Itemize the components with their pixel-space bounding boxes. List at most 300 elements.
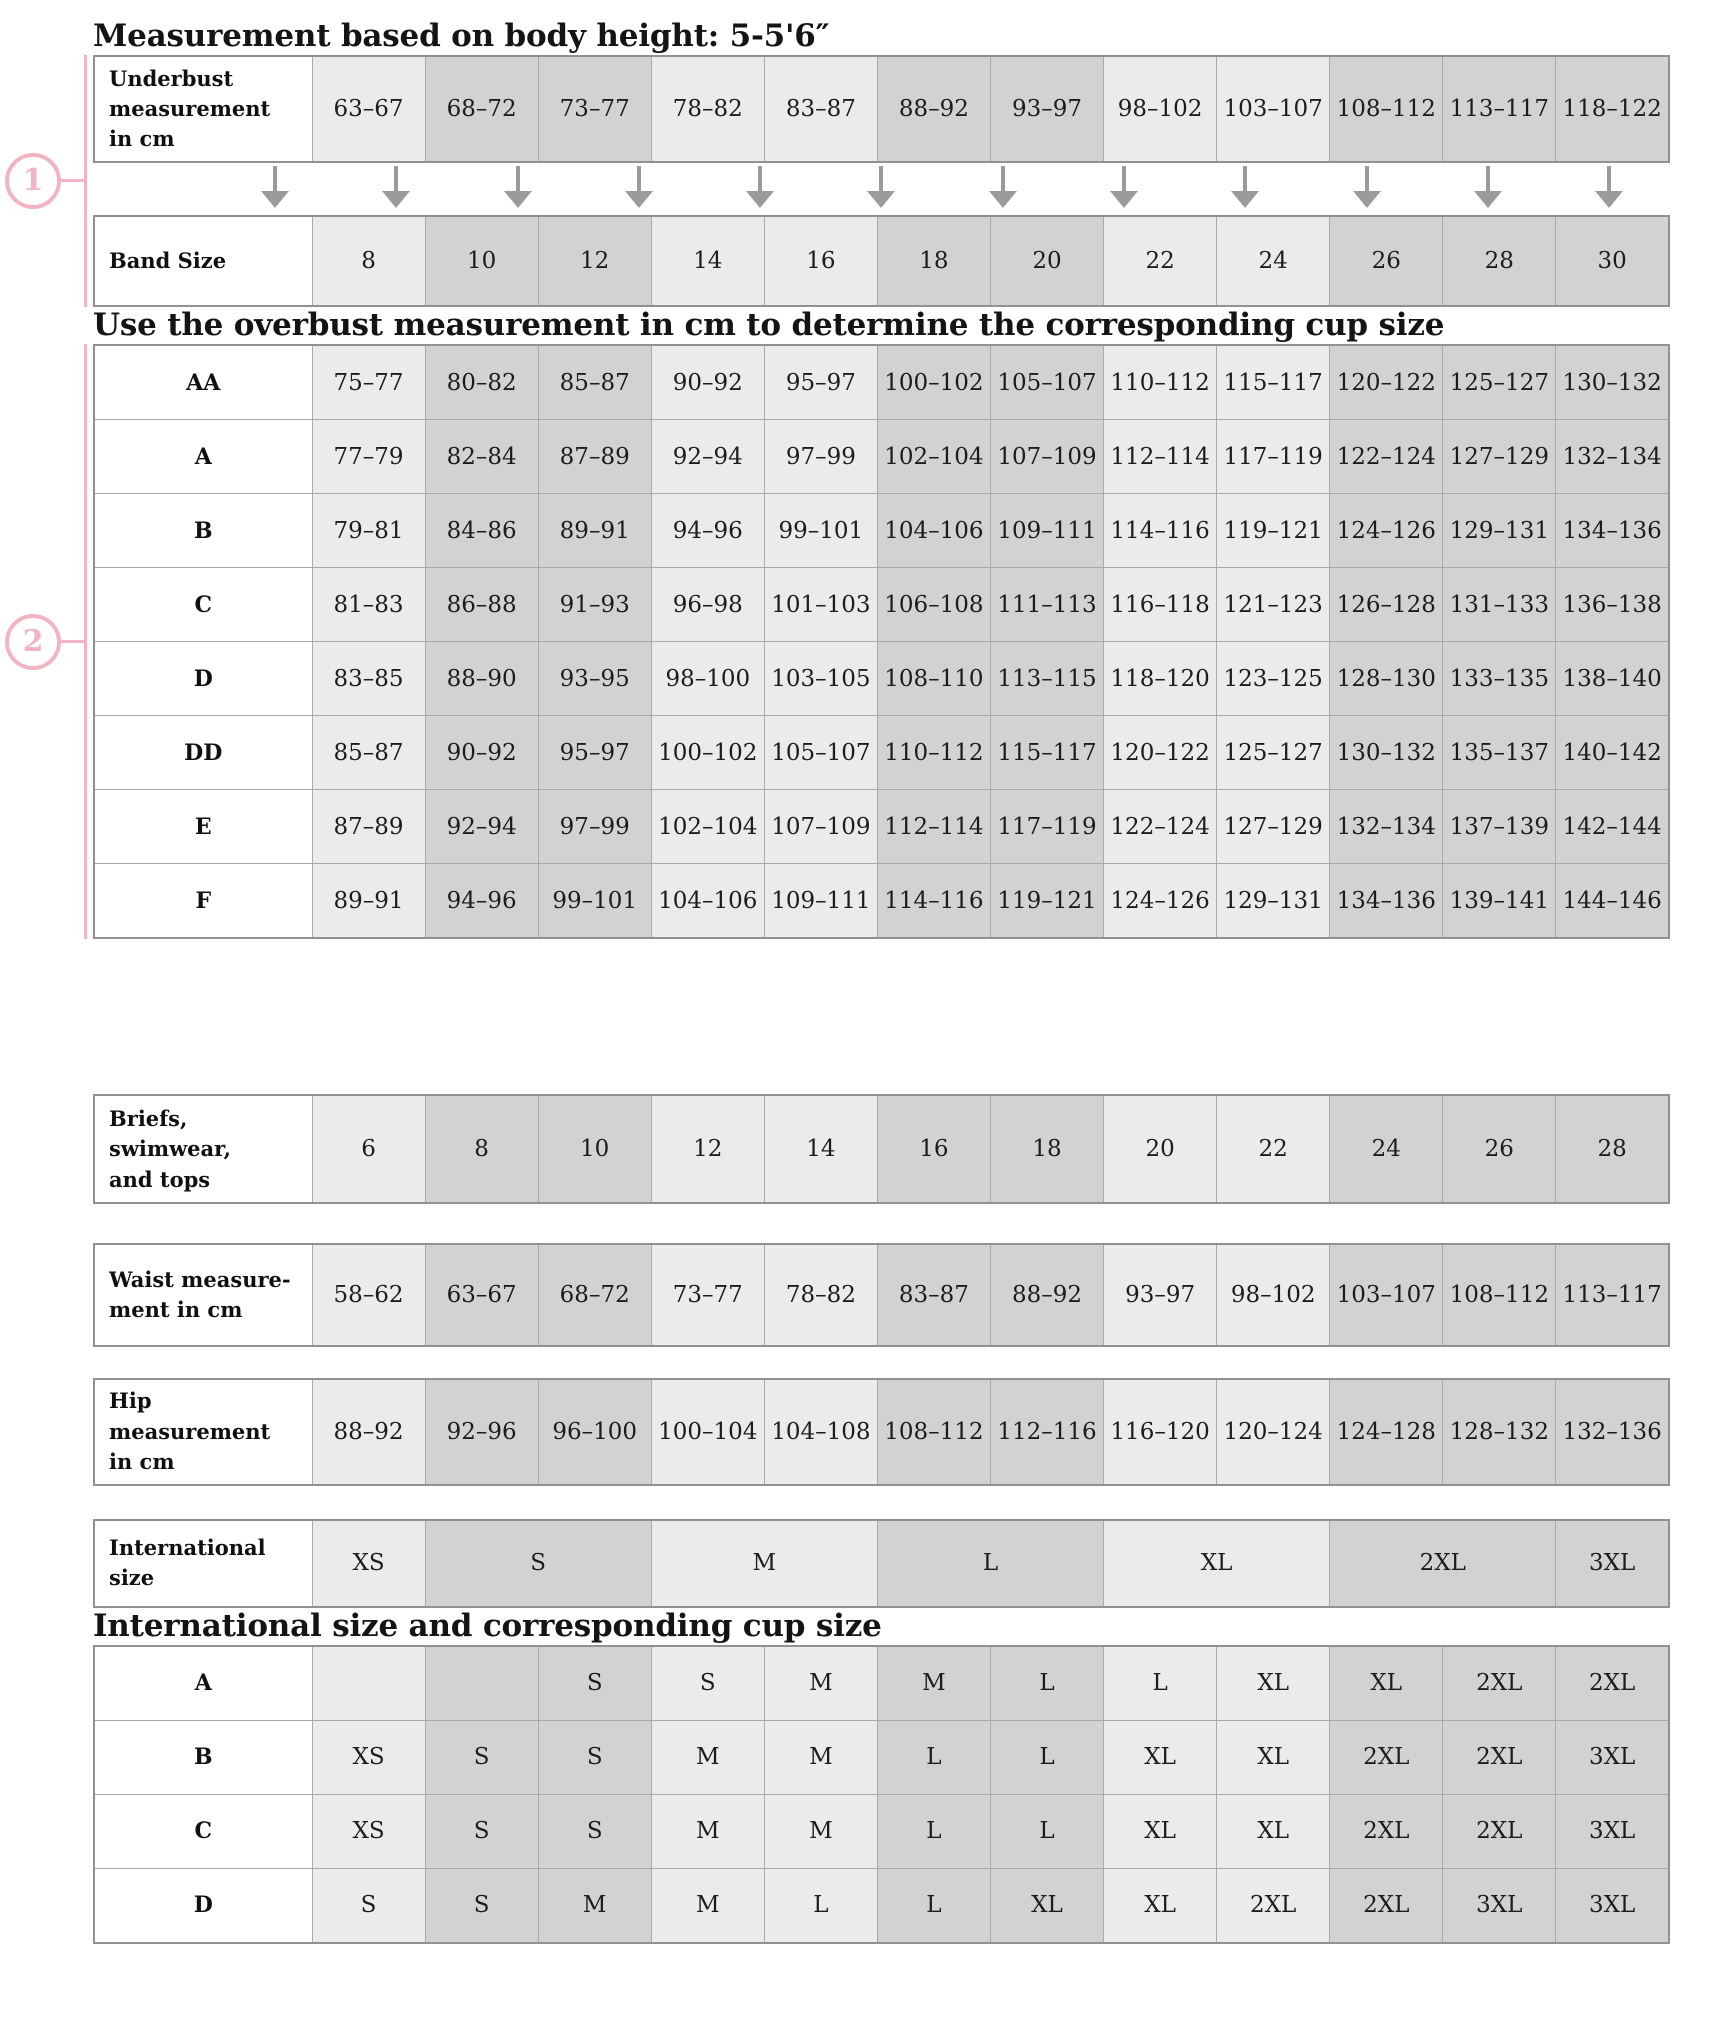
overbust-range-cell: 89–91 xyxy=(312,864,425,939)
underbust-range-cell: 88–92 xyxy=(877,56,990,162)
arrow-spacer-cell xyxy=(93,163,214,215)
overbust-range-cell: 125–127 xyxy=(1217,716,1330,790)
overbust-range-cell: 112–114 xyxy=(1104,420,1217,494)
waist-section xyxy=(93,1243,1670,1347)
step-2-bracket-tick xyxy=(60,640,85,643)
table-row xyxy=(94,642,1669,716)
hip-range-cell: 116–120 xyxy=(1104,1379,1217,1484)
cup-international-size-cell: M xyxy=(764,1794,877,1868)
hip-range-cell: 132–136 xyxy=(1556,1379,1669,1484)
cup-international-size-cell: 3XL xyxy=(1443,1868,1556,1943)
step-1-number: 1 xyxy=(22,163,44,199)
overbust-range-cell: 131–133 xyxy=(1443,568,1556,642)
arrow-head xyxy=(1595,191,1623,208)
overbust-range-cell: 137–139 xyxy=(1443,790,1556,864)
table-row xyxy=(94,494,1669,568)
cup-international-size-cell: L xyxy=(990,1794,1103,1868)
arrow-stem xyxy=(1365,166,1369,191)
arrow-head xyxy=(989,191,1017,208)
arrow-stem xyxy=(1607,166,1611,191)
row-label-cell: C xyxy=(94,568,312,642)
table-label-cell xyxy=(94,1520,312,1607)
table-row xyxy=(94,864,1669,939)
table-label-line: Band Size xyxy=(109,247,227,273)
cup-international-size-cell: S xyxy=(312,1868,425,1943)
overbust-range-cell: 106–108 xyxy=(877,568,990,642)
international-size-cell: XS xyxy=(312,1520,425,1607)
arrow-cell xyxy=(1185,163,1306,215)
table-label-line: ment in cm xyxy=(109,1297,243,1323)
cup-international-size-cell: S xyxy=(425,1720,538,1794)
arrow-cell xyxy=(578,163,699,215)
overbust-range-cell: 134–136 xyxy=(1330,864,1443,939)
waist-range-cell: 93–97 xyxy=(1104,1244,1217,1346)
row-label-cell: B xyxy=(94,494,312,568)
cup-international-size-cell: 2XL xyxy=(1330,1868,1443,1943)
briefs-size-cell: 8 xyxy=(425,1095,538,1203)
overbust-range-cell: 98–100 xyxy=(651,642,764,716)
table-row xyxy=(94,1520,1669,1607)
briefs-size-cell: 24 xyxy=(1330,1095,1443,1203)
band-size-cell: 26 xyxy=(1330,216,1443,306)
step-2-number: 2 xyxy=(22,623,44,659)
arrow-cell xyxy=(1549,163,1670,215)
briefs-size-cell: 10 xyxy=(538,1095,651,1203)
arrow-stem xyxy=(516,166,520,191)
overbust-range-cell: 109–111 xyxy=(990,494,1103,568)
cup-international-size-cell xyxy=(425,1646,538,1721)
overbust-range-cell: 140–142 xyxy=(1556,716,1669,790)
underbust-range-cell: 63–67 xyxy=(312,56,425,162)
table-row xyxy=(94,1095,1669,1203)
waist-range-cell: 73–77 xyxy=(651,1244,764,1346)
arrow-row xyxy=(93,163,1670,215)
waist-range-cell: 103–107 xyxy=(1330,1244,1443,1346)
overbust-range-cell: 117–119 xyxy=(1217,420,1330,494)
table-label-cell xyxy=(94,1095,312,1203)
overbust-range-cell: 122–124 xyxy=(1104,790,1217,864)
band-size-cell: 10 xyxy=(425,216,538,306)
overbust-range-cell: 80–82 xyxy=(425,345,538,420)
band-size-cell: 22 xyxy=(1104,216,1217,306)
step-2-badge xyxy=(5,614,61,670)
cup-international-size-cell: M xyxy=(764,1720,877,1794)
hip-range-cell: 128–132 xyxy=(1443,1379,1556,1484)
briefs-size-cell: 16 xyxy=(877,1095,990,1203)
waist-range-cell: 98–102 xyxy=(1217,1244,1330,1346)
cup-international-size-cell: 2XL xyxy=(1330,1720,1443,1794)
cup-international-size-cell: 2XL xyxy=(1443,1794,1556,1868)
cup-international-size-cell: 3XL xyxy=(1556,1794,1669,1868)
arrow-cell xyxy=(457,163,578,215)
international-size-cell: L xyxy=(877,1520,1103,1607)
overbust-range-cell: 120–122 xyxy=(1330,345,1443,420)
overbust-range-cell: 109–111 xyxy=(764,864,877,939)
page-bottom-padding xyxy=(93,1944,1670,1991)
overbust-range-cell: 139–141 xyxy=(1443,864,1556,939)
underbust-range-cell: 78–82 xyxy=(651,56,764,162)
cup-international-size-cell: 3XL xyxy=(1556,1720,1669,1794)
overbust-range-cell: 115–117 xyxy=(990,716,1103,790)
down-arrow-icon xyxy=(1353,166,1381,208)
overbust-range-cell: 132–134 xyxy=(1556,420,1669,494)
cup-international-size-cell: XL xyxy=(1330,1646,1443,1721)
waist-range-cell: 63–67 xyxy=(425,1244,538,1346)
waist-range-cell: 113–117 xyxy=(1556,1244,1669,1346)
table-label-cell xyxy=(94,216,312,306)
overbust-range-cell: 91–93 xyxy=(538,568,651,642)
table-label-line: International size xyxy=(109,1534,266,1591)
table-row xyxy=(94,568,1669,642)
down-arrow-icon xyxy=(1110,166,1138,208)
hip-range-cell: 104–108 xyxy=(764,1379,877,1484)
table-row xyxy=(94,345,1669,420)
band-size-cell: 12 xyxy=(538,216,651,306)
cup-international-size-cell: 2XL xyxy=(1556,1646,1669,1721)
arrow-head xyxy=(1110,191,1138,208)
overbust-range-cell: 90–92 xyxy=(651,345,764,420)
overbust-range-cell: 79–81 xyxy=(312,494,425,568)
down-arrow-icon xyxy=(1231,166,1259,208)
cup-international-size-cell: M xyxy=(651,1720,764,1794)
international-size-section xyxy=(93,1519,1670,1608)
cup-international-size-cell: S xyxy=(538,1646,651,1721)
band-size-cell: 14 xyxy=(651,216,764,306)
overbust-range-cell: 85–87 xyxy=(312,716,425,790)
table-label-line: Waist measure- xyxy=(109,1266,291,1292)
cup-international-size-cell: M xyxy=(877,1646,990,1721)
overbust-range-cell: 100–102 xyxy=(651,716,764,790)
arrow-cell xyxy=(1306,163,1427,215)
waist-range-cell: 78–82 xyxy=(764,1244,877,1346)
overbust-range-cell: 100–102 xyxy=(877,345,990,420)
overbust-range-cell: 103–105 xyxy=(764,642,877,716)
table-row xyxy=(94,56,1669,162)
band-size-cell: 8 xyxy=(312,216,425,306)
overbust-range-cell: 124–126 xyxy=(1330,494,1443,568)
overbust-range-cell: 96–98 xyxy=(651,568,764,642)
overbust-range-cell: 102–104 xyxy=(877,420,990,494)
table-row xyxy=(94,716,1669,790)
cup-international-size-cell: L xyxy=(764,1868,877,1943)
arrow-head xyxy=(867,191,895,208)
arrow-cell xyxy=(336,163,457,215)
arrow-stem xyxy=(879,166,883,191)
overbust-range-cell: 114–116 xyxy=(877,864,990,939)
cup-international-size-cell: S xyxy=(425,1868,538,1943)
section-gap xyxy=(93,939,1670,1094)
row-label-cell: A xyxy=(94,1646,312,1721)
row-label-cell: DD xyxy=(94,716,312,790)
arrow-cell xyxy=(699,163,820,215)
briefs-size-cell: 22 xyxy=(1217,1095,1330,1203)
cup-international-size-cell: L xyxy=(877,1794,990,1868)
table-row xyxy=(94,1244,1669,1346)
arrow-head xyxy=(1353,191,1381,208)
hip-range-cell: 88–92 xyxy=(312,1379,425,1484)
overbust-range-cell: 92–94 xyxy=(651,420,764,494)
underbust-range-cell: 73–77 xyxy=(538,56,651,162)
overbust-range-cell: 84–86 xyxy=(425,494,538,568)
arrow-cell xyxy=(1427,163,1548,215)
cup-international-size-cell: M xyxy=(538,1868,651,1943)
cup-international-size-cell: 2XL xyxy=(1443,1720,1556,1794)
down-arrow-icon xyxy=(504,166,532,208)
down-arrow-icon xyxy=(625,166,653,208)
overbust-range-cell: 97–99 xyxy=(764,420,877,494)
cup-international-size-cell: S xyxy=(538,1720,651,1794)
row-label-cell: A xyxy=(94,420,312,494)
overbust-range-cell: 94–96 xyxy=(425,864,538,939)
overbust-range-cell: 120–122 xyxy=(1104,716,1217,790)
overbust-range-cell: 121–123 xyxy=(1217,568,1330,642)
overbust-range-cell: 128–130 xyxy=(1330,642,1443,716)
table-row xyxy=(94,790,1669,864)
overbust-range-cell: 110–112 xyxy=(877,716,990,790)
cup-international-size-cell: XL xyxy=(1104,1794,1217,1868)
overbust-range-cell: 105–107 xyxy=(990,345,1103,420)
cup-international-size-cell xyxy=(312,1646,425,1721)
arrow-stem xyxy=(1001,166,1005,191)
overbust-range-cell: 112–114 xyxy=(877,790,990,864)
cup-international-size-cell: M xyxy=(764,1646,877,1721)
band-size-cell: 16 xyxy=(764,216,877,306)
overbust-range-cell: 82–84 xyxy=(425,420,538,494)
international-size-cell: S xyxy=(425,1520,651,1607)
overbust-range-cell: 102–104 xyxy=(651,790,764,864)
row-label-cell: C xyxy=(94,1794,312,1868)
underbust-table xyxy=(93,55,1670,163)
waist-range-cell: 108–112 xyxy=(1443,1244,1556,1346)
overbust-range-cell: 105–107 xyxy=(764,716,877,790)
table-label-cell xyxy=(94,1244,312,1346)
briefs-size-table xyxy=(93,1094,1670,1204)
down-arrow-icon xyxy=(989,166,1017,208)
international-size-cell: XL xyxy=(1104,1520,1330,1607)
cup-international-size-cell: 3XL xyxy=(1556,1868,1669,1943)
overbust-range-cell: 123–125 xyxy=(1217,642,1330,716)
overbust-range-cell: 97–99 xyxy=(538,790,651,864)
overbust-range-cell: 134–136 xyxy=(1556,494,1669,568)
briefs-size-cell: 28 xyxy=(1556,1095,1669,1203)
overbust-cup-table xyxy=(93,344,1670,939)
down-arrow-icon xyxy=(382,166,410,208)
overbust-range-cell: 113–115 xyxy=(990,642,1103,716)
row-label-cell: D xyxy=(94,1868,312,1943)
overbust-range-cell: 95–97 xyxy=(764,345,877,420)
overbust-range-cell: 89–91 xyxy=(538,494,651,568)
overbust-range-cell: 77–79 xyxy=(312,420,425,494)
overbust-range-cell: 86–88 xyxy=(425,568,538,642)
arrow-stem xyxy=(1486,166,1490,191)
arrow-head xyxy=(625,191,653,208)
cup-international-size-cell: S xyxy=(425,1794,538,1868)
overbust-range-cell: 92–94 xyxy=(425,790,538,864)
arrow-head xyxy=(1474,191,1502,208)
hip-range-cell: 108–112 xyxy=(877,1379,990,1484)
briefs-size-cell: 12 xyxy=(651,1095,764,1203)
waist-range-cell: 83–87 xyxy=(877,1244,990,1346)
overbust-range-cell: 114–116 xyxy=(1104,494,1217,568)
row-label-cell: B xyxy=(94,1720,312,1794)
hip-section xyxy=(93,1378,1670,1485)
cup-international-size-cell: L xyxy=(990,1720,1103,1794)
table-row xyxy=(94,420,1669,494)
arrow-row-table xyxy=(93,163,1670,215)
overbust-range-cell: 101–103 xyxy=(764,568,877,642)
overbust-range-cell: 129–131 xyxy=(1443,494,1556,568)
briefs-size-cell: 20 xyxy=(1104,1095,1217,1203)
table-label-cell xyxy=(94,56,312,162)
cup-international-size-cell: M xyxy=(651,1868,764,1943)
overbust-range-cell: 117–119 xyxy=(990,790,1103,864)
underbust-range-cell: 108–112 xyxy=(1330,56,1443,162)
arrow-head xyxy=(382,191,410,208)
table-label-line: and tops xyxy=(109,1166,211,1192)
cup-international-size-cell: XL xyxy=(990,1868,1103,1943)
arrow-cell xyxy=(214,163,335,215)
table-label-line: Hip measurement xyxy=(109,1388,271,1444)
overbust-range-cell: 87–89 xyxy=(312,790,425,864)
cup-international-size-cell: L xyxy=(877,1868,990,1943)
cup-international-size-cell: XS xyxy=(312,1794,425,1868)
international-size-cell: M xyxy=(651,1520,877,1607)
overbust-range-cell: 129–131 xyxy=(1217,864,1330,939)
cup-size-section xyxy=(22,307,1670,1094)
arrow-stem xyxy=(637,166,641,191)
overbust-range-cell: 90–92 xyxy=(425,716,538,790)
band-tables-wrap xyxy=(22,55,1670,307)
cup-international-size-cell: 2XL xyxy=(1217,1868,1330,1943)
waist-table xyxy=(93,1243,1670,1347)
step-1-bracket-tick xyxy=(60,179,85,182)
briefs-size-cell: 14 xyxy=(764,1095,877,1203)
underbust-range-cell: 118–122 xyxy=(1556,56,1669,162)
band-section-title: Measurement based on body height: 5-5'6″ xyxy=(93,18,830,54)
cup-international-size-cell: XS xyxy=(312,1720,425,1794)
waist-range-cell: 88–92 xyxy=(990,1244,1103,1346)
overbust-range-cell: 81–83 xyxy=(312,568,425,642)
cup-international-size-cell: S xyxy=(538,1794,651,1868)
table-label-cell xyxy=(94,1379,312,1484)
overbust-range-cell: 133–135 xyxy=(1443,642,1556,716)
cup-international-size-cell: XL xyxy=(1217,1794,1330,1868)
overbust-range-cell: 125–127 xyxy=(1443,345,1556,420)
hip-range-cell: 92–96 xyxy=(425,1379,538,1484)
row-label-cell: E xyxy=(94,790,312,864)
band-size-cell: 18 xyxy=(877,216,990,306)
arrow-head xyxy=(261,191,289,208)
table-row xyxy=(94,1720,1669,1794)
briefs-size-cell: 18 xyxy=(990,1095,1103,1203)
international-size-table xyxy=(93,1519,1670,1608)
table-label-line: Briefs, swimwear, xyxy=(109,1105,231,1162)
arrow-stem xyxy=(1243,166,1247,191)
overbust-range-cell: 144–146 xyxy=(1556,864,1669,939)
arrow-cell xyxy=(942,163,1063,215)
cup-international-size-cell: XL xyxy=(1217,1720,1330,1794)
down-arrow-icon xyxy=(261,166,289,208)
overbust-range-cell: 83–85 xyxy=(312,642,425,716)
underbust-range-cell: 113–117 xyxy=(1443,56,1556,162)
row-label-cell: AA xyxy=(94,345,312,420)
band-size-table xyxy=(93,215,1670,307)
overbust-range-cell: 118–120 xyxy=(1104,642,1217,716)
overbust-range-cell: 127–129 xyxy=(1443,420,1556,494)
overbust-range-cell: 99–101 xyxy=(764,494,877,568)
overbust-range-cell: 107–109 xyxy=(764,790,877,864)
hip-range-cell: 120–124 xyxy=(1217,1379,1330,1484)
briefs-size-cell: 26 xyxy=(1443,1095,1556,1203)
band-size-section xyxy=(22,18,1670,307)
table-label-line: in cm xyxy=(109,1449,175,1475)
overbust-range-cell: 104–106 xyxy=(877,494,990,568)
cup-international-size-cell: L xyxy=(990,1646,1103,1721)
overbust-range-cell: 124–126 xyxy=(1104,864,1217,939)
table-row xyxy=(94,216,1669,306)
band-size-cell: 30 xyxy=(1556,216,1669,306)
hip-range-cell: 96–100 xyxy=(538,1379,651,1484)
band-size-cell: 20 xyxy=(990,216,1103,306)
international-size-cell: 2XL xyxy=(1330,1520,1556,1607)
overbust-range-cell: 93–95 xyxy=(538,642,651,716)
table-row xyxy=(94,1379,1669,1484)
overbust-range-cell: 104–106 xyxy=(651,864,764,939)
underbust-range-cell: 68–72 xyxy=(425,56,538,162)
hip-range-cell: 124–128 xyxy=(1330,1379,1443,1484)
step-1-badge xyxy=(5,153,61,209)
down-arrow-icon xyxy=(746,166,774,208)
cup-international-size-cell: 2XL xyxy=(1443,1646,1556,1721)
arrow-cell xyxy=(821,163,942,215)
overbust-range-cell: 75–77 xyxy=(312,345,425,420)
waist-range-cell: 58–62 xyxy=(312,1244,425,1346)
overbust-range-cell: 111–113 xyxy=(990,568,1103,642)
overbust-range-cell: 135–137 xyxy=(1443,716,1556,790)
cup-international-size-cell: L xyxy=(1104,1646,1217,1721)
hip-table xyxy=(93,1378,1670,1485)
cup-international-size-cell: XL xyxy=(1217,1646,1330,1721)
overbust-range-cell: 110–112 xyxy=(1104,345,1217,420)
underbust-range-cell: 83–87 xyxy=(764,56,877,162)
band-size-cell: 28 xyxy=(1443,216,1556,306)
overbust-range-cell: 99–101 xyxy=(538,864,651,939)
overbust-range-cell: 115–117 xyxy=(1217,345,1330,420)
cup-international-size-cell: 2XL xyxy=(1330,1794,1443,1868)
arrow-cell xyxy=(1063,163,1184,215)
table-row xyxy=(94,1794,1669,1868)
table-row xyxy=(94,1868,1669,1943)
overbust-range-cell: 127–129 xyxy=(1217,790,1330,864)
cup-international-size-cell: S xyxy=(651,1646,764,1721)
cup-international-size-cell: XL xyxy=(1104,1868,1217,1943)
overbust-range-cell: 119–121 xyxy=(990,864,1103,939)
arrow-head xyxy=(1231,191,1259,208)
table-label-line: Underbust xyxy=(109,65,234,91)
arrow-stem xyxy=(394,166,398,191)
down-arrow-icon xyxy=(1474,166,1502,208)
international-size-cell: 3XL xyxy=(1556,1520,1669,1607)
overbust-range-cell: 94–96 xyxy=(651,494,764,568)
down-arrow-icon xyxy=(1595,166,1623,208)
hip-range-cell: 112–116 xyxy=(990,1379,1103,1484)
overbust-range-cell: 126–128 xyxy=(1330,568,1443,642)
overbust-range-cell: 138–140 xyxy=(1556,642,1669,716)
arrow-stem xyxy=(273,166,277,191)
briefs-section xyxy=(93,1094,1670,1204)
hip-range-cell: 100–104 xyxy=(651,1379,764,1484)
underbust-range-cell: 103–107 xyxy=(1217,56,1330,162)
